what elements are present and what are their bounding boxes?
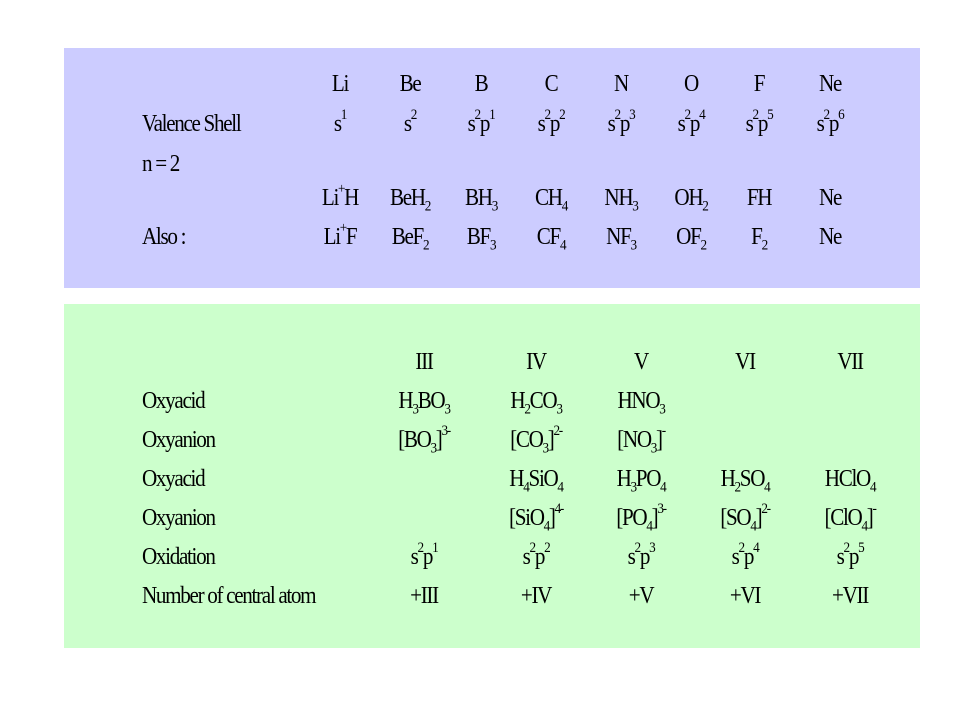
superscript: 2: [752, 107, 758, 123]
subscript: 4: [559, 237, 566, 254]
superscript: 2: [544, 540, 550, 556]
element-symbol: O: [684, 71, 698, 97]
fluoride-formula: [323, 220, 357, 251]
row-label: Number of central atom: [142, 583, 316, 609]
element-symbol: B: [474, 71, 488, 97]
group-number: V: [634, 349, 648, 375]
superscript: 5: [858, 540, 864, 556]
formula-part: H: [509, 466, 524, 492]
subscript: 3: [430, 440, 436, 457]
superscript: 2: [823, 107, 829, 123]
superscript: 4: [699, 107, 705, 123]
formula-part: ]: [755, 505, 762, 531]
oxidation-number: [410, 582, 438, 610]
hydride-formula: [819, 184, 841, 212]
fluoride-formula: [391, 223, 429, 254]
formula-part: BF: [466, 224, 490, 250]
subscript: 2: [524, 401, 530, 418]
formula-part: NH: [604, 185, 633, 211]
superscript: 2-: [553, 423, 562, 439]
oxyacid-formula: [616, 465, 666, 496]
superscript: 2: [474, 107, 480, 123]
superscript: 2: [559, 107, 565, 123]
oxidation-configuration: [627, 540, 655, 571]
oxyanion-formula: [720, 501, 770, 535]
formula-part: [SiO: [509, 505, 544, 531]
superscript: 2: [684, 107, 690, 123]
subscript: 4: [764, 479, 770, 496]
oxyanion-formula: [509, 501, 563, 535]
formula-part: s: [677, 111, 685, 137]
oxidation-configuration: [836, 540, 864, 571]
formula-part: OF: [676, 224, 701, 250]
subscript: 4: [523, 479, 529, 496]
group-number: VI: [735, 349, 755, 375]
formula-part: ]: [435, 427, 442, 453]
superscript: 2: [614, 107, 620, 123]
superscript: 2: [410, 107, 417, 123]
subscript: 3: [650, 440, 657, 457]
subscript: 4: [750, 518, 756, 535]
formula-part: ]: [866, 505, 873, 531]
formula-part: +VII: [832, 583, 868, 609]
superscript: +: [338, 181, 345, 197]
subscript: 2: [424, 198, 431, 215]
oxyanion-formula: [616, 501, 666, 535]
formula-part: Li: [323, 224, 340, 250]
oxidation-number: [832, 582, 868, 610]
row-label: Oxidation: [142, 544, 215, 570]
oxyanion-formula: [510, 423, 562, 457]
formula-part: p: [619, 111, 630, 137]
formula-part: Li: [321, 185, 339, 211]
row-label: Oxyanion: [142, 427, 215, 453]
subscript: 4: [869, 479, 876, 496]
superscript: -: [872, 501, 876, 517]
formula-part: p: [534, 544, 545, 570]
superscript: 2: [843, 540, 849, 556]
superscript: 3-: [441, 423, 450, 439]
electron-configuration: [333, 107, 347, 138]
superscript: 6: [838, 107, 844, 123]
formula-part: H: [398, 388, 413, 414]
formula-part: p: [422, 544, 433, 570]
oxidation-configuration: [410, 540, 438, 571]
subscript: 4: [646, 518, 652, 535]
formula-part: HClO: [824, 466, 870, 492]
group-number: IV: [526, 349, 546, 375]
subscript: 2: [761, 237, 767, 254]
n-label: n = 2: [142, 151, 180, 177]
subscript: 3: [556, 401, 562, 418]
electron-configuration: [537, 107, 565, 138]
formula-part: [PO: [616, 505, 647, 531]
formula-part: s: [836, 544, 844, 570]
superscript: 5: [767, 107, 773, 123]
formula-part: s: [537, 111, 545, 137]
formula-part: H: [720, 466, 735, 492]
superscript: 3: [649, 540, 655, 556]
subscript: 3: [444, 401, 450, 418]
electron-configuration: [816, 107, 844, 138]
formula-part: s: [627, 544, 635, 570]
formula-part: [SO: [720, 505, 751, 531]
superscript: 3: [629, 107, 635, 123]
superscript: +: [339, 220, 346, 236]
subscript: 3: [491, 198, 497, 215]
formula-part: p: [743, 544, 754, 570]
formula-part: CO: [529, 388, 557, 414]
subscript: 4: [861, 518, 867, 535]
formula-part: Ne: [819, 224, 841, 250]
element-symbol: Li: [331, 71, 349, 97]
formula-part: ]: [548, 505, 555, 531]
subscript: 3: [542, 440, 548, 457]
hydride-formula: [604, 184, 638, 215]
formula-part: ]: [656, 427, 662, 453]
formula-part: [NO: [617, 427, 651, 453]
subscript: 2: [700, 237, 706, 254]
electron-configuration: [677, 107, 705, 138]
element-symbol: Ne: [819, 71, 841, 97]
hydride-formula: [674, 184, 708, 215]
fluoride-formula: [536, 223, 566, 254]
superscript: 2: [417, 540, 423, 556]
element-symbol: C: [544, 71, 558, 97]
fluoride-formula: [819, 223, 841, 251]
formula-part: s: [403, 111, 411, 137]
formula-part: s: [522, 544, 530, 570]
fluoride-formula: [751, 223, 767, 254]
formula-part: p: [828, 111, 839, 137]
superscript: -: [661, 423, 665, 439]
formula-part: BeH: [389, 185, 425, 211]
formula-part: +IV: [520, 583, 552, 609]
formula-part: CH: [535, 185, 562, 211]
superscript: 4-: [554, 501, 563, 517]
electron-configuration: [403, 107, 417, 138]
formula-part: s: [731, 544, 739, 570]
formula-part: H: [616, 466, 631, 492]
formula-part: [BO: [398, 427, 431, 453]
subscript: 3: [412, 401, 418, 418]
superscript: 1: [432, 540, 438, 556]
formula-part: SiO: [528, 466, 558, 492]
oxyacid-formula: [824, 465, 876, 496]
superscript: 4: [753, 540, 759, 556]
row-label: Oxyacid: [142, 388, 205, 414]
subscript: 3: [489, 237, 496, 254]
formula-part: p: [689, 111, 700, 137]
formula-part: F: [345, 224, 357, 250]
formula-part: NF: [606, 224, 631, 250]
group-number: VII: [837, 349, 863, 375]
formula-part: [ClO: [824, 505, 862, 531]
superscript: 2-: [761, 501, 770, 517]
oxidation-configuration: [522, 540, 550, 571]
formula-part: OH: [674, 185, 703, 211]
formula-part: s: [410, 544, 418, 570]
formula-part: s: [467, 111, 475, 137]
formula-part: [CO: [510, 427, 543, 453]
formula-part: +VI: [729, 583, 761, 609]
formula-part: Ne: [819, 185, 841, 211]
hydride-formula: [535, 184, 567, 215]
subscript: 4: [543, 518, 549, 535]
formula-part: p: [639, 544, 650, 570]
superscript: 1: [489, 107, 495, 123]
subscript: 3: [659, 401, 665, 418]
formula-part: SO: [739, 466, 765, 492]
formula-part: CF: [536, 224, 560, 250]
formula-part: s: [333, 111, 341, 137]
subscript: 2: [702, 198, 708, 215]
electron-configuration: [745, 107, 773, 138]
formula-part: s: [745, 111, 753, 137]
oxyanion-formula: [617, 423, 665, 457]
subscript: 3: [632, 198, 638, 215]
oxyanion-formula: [824, 501, 876, 535]
subscript: 3: [630, 237, 636, 254]
valence-shell-label: Valence Shell: [142, 111, 241, 137]
row-label: Oxyanion: [142, 505, 215, 531]
row-label: Oxyacid: [142, 466, 205, 492]
oxyacid-formula: [398, 387, 450, 418]
electron-configuration: [467, 107, 495, 138]
subscript: 4: [561, 198, 567, 215]
formula-part: FH: [746, 185, 772, 211]
formula-part: ]: [547, 427, 554, 453]
superscript: 1: [340, 107, 347, 123]
superscript: 2: [738, 540, 744, 556]
subscript: 2: [734, 479, 740, 496]
superscript: 2: [529, 540, 535, 556]
formula-part: HNO: [617, 388, 660, 414]
also-label: Also :: [142, 224, 186, 250]
formula-part: H: [344, 185, 359, 211]
hydride-formula: [321, 181, 359, 212]
element-symbol: Be: [399, 71, 421, 97]
formula-part: BH: [465, 185, 492, 211]
oxidation-configuration: [731, 540, 759, 571]
hydride-formula: [465, 184, 497, 215]
hydride-formula: [747, 184, 771, 212]
oxidation-number: [629, 582, 654, 610]
formula-part: p: [549, 111, 560, 137]
superscript: 3-: [657, 501, 666, 517]
formula-part: s: [816, 111, 824, 137]
formula-part: p: [479, 111, 490, 137]
element-symbol: F: [753, 71, 765, 97]
subscript: 3: [630, 479, 636, 496]
group-number: III: [415, 349, 433, 375]
formula-part: +V: [628, 583, 654, 609]
fluoride-formula: [676, 223, 706, 254]
element-symbol: N: [614, 71, 628, 97]
formula-part: s: [607, 111, 615, 137]
formula-part: ]: [651, 505, 658, 531]
fluoride-formula: [466, 223, 496, 254]
hydride-formula: [389, 184, 431, 215]
electron-configuration: [607, 107, 635, 138]
formula-part: BO: [417, 388, 445, 414]
oxyacid-formula: [617, 387, 665, 418]
superscript: 2: [544, 107, 550, 123]
subscript: 4: [557, 479, 563, 496]
oxyacid-formula: [509, 465, 563, 496]
subscript: 2: [422, 237, 429, 254]
oxidation-number: [521, 582, 551, 610]
formula-part: PO: [635, 466, 661, 492]
formula-part: p: [848, 544, 859, 570]
formula-part: BeF: [391, 224, 423, 250]
oxyanion-formula: [398, 423, 450, 457]
oxidation-number: [730, 582, 760, 610]
formula-part: H: [510, 388, 525, 414]
formula-part: p: [757, 111, 768, 137]
oxyacid-formula: [720, 465, 770, 496]
fluoride-formula: [606, 223, 636, 254]
oxyacid-formula: [510, 387, 562, 418]
formula-part: F: [751, 224, 762, 250]
superscript: 2: [634, 540, 640, 556]
formula-part: +III: [410, 583, 438, 609]
subscript: 4: [660, 479, 666, 496]
